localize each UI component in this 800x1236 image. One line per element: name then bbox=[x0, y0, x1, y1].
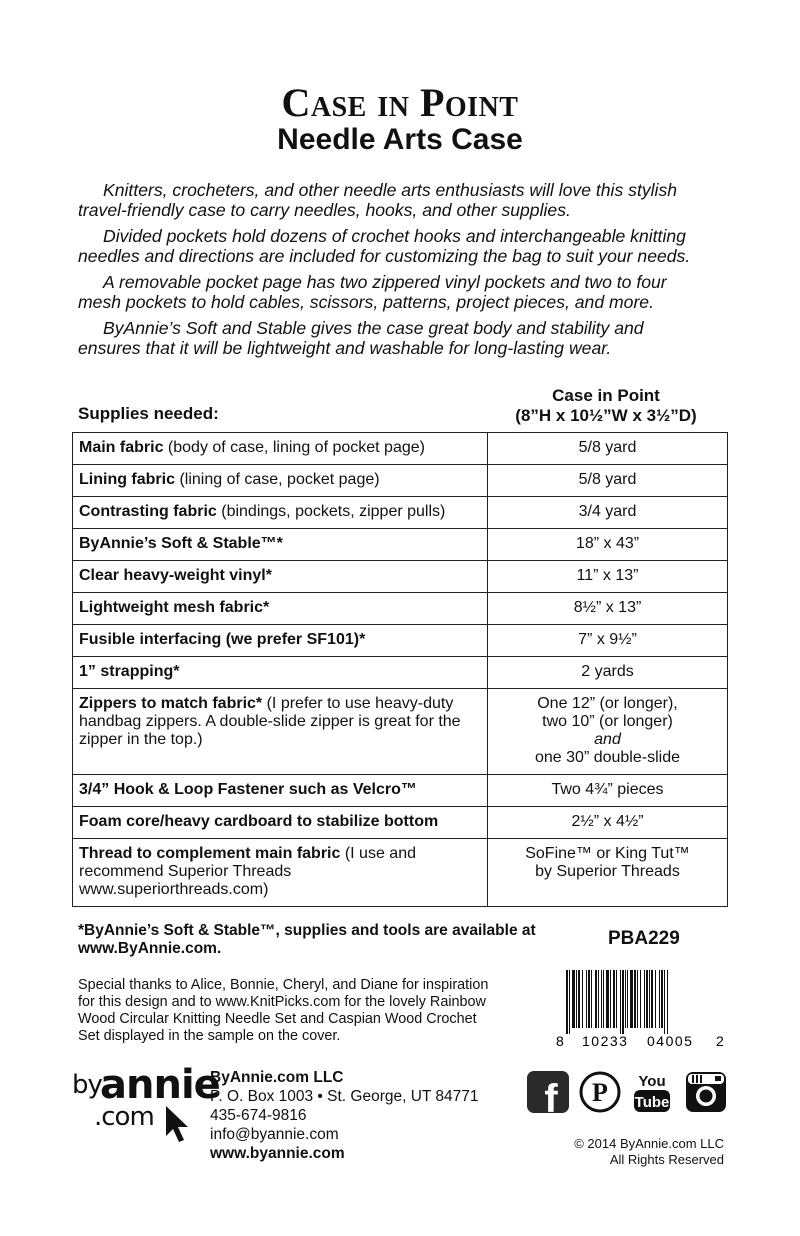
supply-item bbox=[73, 529, 488, 561]
supply-amount bbox=[488, 433, 728, 465]
barcode-bar bbox=[661, 970, 663, 1028]
supply-amount bbox=[488, 529, 728, 561]
supply-item bbox=[73, 625, 488, 657]
supply-amount-line: by Superior Threads bbox=[535, 863, 680, 880]
barcode-bar bbox=[586, 970, 587, 1028]
pattern-title: Case in Point bbox=[281, 80, 519, 125]
supply-row bbox=[73, 433, 728, 465]
supply-amount-line: 3/4 yard bbox=[578, 503, 637, 520]
byannie-logo[interactable] bbox=[72, 1062, 220, 1146]
barcode-bar bbox=[572, 970, 575, 1028]
barcode-bar bbox=[625, 970, 626, 1028]
size-column-title: Case in Point bbox=[552, 386, 660, 405]
barcode-bar bbox=[651, 970, 653, 1028]
supply-row bbox=[73, 529, 728, 561]
cursor-arrow-icon bbox=[164, 1104, 192, 1144]
copyright-line: All Rights Reserved bbox=[609, 1152, 724, 1167]
supply-row bbox=[73, 625, 728, 657]
supply-note: (lining of case, pocket page) bbox=[175, 471, 380, 488]
supply-note: (bindings, pockets, zipper pulls) bbox=[216, 503, 446, 520]
supply-amount bbox=[488, 839, 728, 907]
supply-name: Lightweight mesh fabric* bbox=[79, 599, 270, 616]
supply-amount-line: 5/8 yard bbox=[578, 471, 637, 488]
supply-amount-line: 8½” x 13” bbox=[573, 599, 642, 616]
supply-name: Main fabric bbox=[79, 439, 164, 456]
barcode-bars bbox=[566, 970, 668, 1034]
supply-name: Lining fabric bbox=[79, 471, 175, 488]
supply-amount bbox=[488, 465, 728, 497]
barcode-bar bbox=[637, 970, 638, 1028]
supply-amount-line: Two 4¾” pieces bbox=[551, 781, 664, 798]
barcode-bar bbox=[588, 970, 590, 1028]
supply-item bbox=[73, 497, 488, 529]
supply-item bbox=[73, 433, 488, 465]
supply-item bbox=[73, 807, 488, 839]
supply-name: Fusible interfacing (we prefer SF101)* bbox=[79, 631, 366, 648]
intro-paragraph: A removable pocket page has two zippered vinyl pockets and two to four mesh pockets to hold cables, scissors, patterns, project pieces, and more. bbox=[78, 272, 667, 312]
supply-item bbox=[73, 465, 488, 497]
supply-name: Foam core/heavy cardboard to stabilize bottom bbox=[79, 813, 439, 830]
youtube-icon[interactable] bbox=[630, 1070, 674, 1114]
supply-amount bbox=[488, 657, 728, 689]
supply-amount-line: 7” x 9½” bbox=[578, 631, 637, 648]
supply-amount bbox=[488, 593, 728, 625]
barcode-digit: 04005 bbox=[647, 1033, 694, 1049]
barcode-bar bbox=[667, 970, 668, 1034]
supply-row bbox=[73, 807, 728, 839]
supply-row bbox=[73, 465, 728, 497]
supply-amount-line: one 30” double-slide bbox=[535, 749, 680, 766]
supply-name: 3/4” Hook & Loop Fastener such as Velcro™ bbox=[79, 781, 417, 798]
barcode-bar bbox=[569, 970, 570, 1034]
barcode-digit: 8 bbox=[556, 1033, 564, 1049]
supplies-table bbox=[72, 432, 728, 907]
intro-paragraph: Divided pockets hold dozens of crochet hooks and interchangeable knitting needles and directions are included for customizing the bag to suit your needs. bbox=[78, 226, 691, 266]
website-link[interactable]: www.byannie.com bbox=[210, 1145, 345, 1162]
barcode-bar bbox=[622, 970, 624, 1034]
supply-amount bbox=[488, 625, 728, 657]
supply-amount bbox=[488, 497, 728, 529]
supply-note: (body of case, lining of pocket page) bbox=[163, 439, 425, 456]
barcode-bar bbox=[566, 970, 568, 1034]
pinterest-icon[interactable] bbox=[578, 1070, 622, 1114]
barcode-bar bbox=[616, 970, 617, 1028]
availability-note: *ByAnnie’s Soft & Stable™, supplies and tools are available at www.ByAnnie.com. bbox=[78, 922, 536, 957]
supply-amount-line: 2½” x 4½” bbox=[571, 813, 644, 830]
supply-amount-line: 2 yards bbox=[581, 663, 634, 680]
barcode-bar bbox=[640, 970, 641, 1028]
supply-amount bbox=[488, 775, 728, 807]
supply-name: Contrasting fabric bbox=[79, 503, 217, 520]
supply-note: (I prefer to use heavy-duty handbag zippers. A double-slide zipper is great for the zipper in the top.) bbox=[79, 695, 461, 748]
supply-amount-line: 11” x 13” bbox=[576, 567, 639, 584]
supply-amount bbox=[488, 561, 728, 593]
logo-annie: annie bbox=[100, 1062, 220, 1108]
supply-row bbox=[73, 657, 728, 689]
mailing-address: P. O. Box 1003 • St. George, UT 84771 bbox=[210, 1088, 479, 1105]
svg-text:You: You bbox=[638, 1073, 666, 1090]
barcode-bar bbox=[644, 970, 645, 1028]
intro-text bbox=[78, 180, 728, 364]
barcode bbox=[552, 968, 728, 1050]
copyright-notice bbox=[540, 1136, 724, 1168]
barcode-bar bbox=[649, 970, 650, 1028]
barcode-bar bbox=[627, 970, 628, 1028]
product-code: PBA229 bbox=[608, 928, 680, 949]
supply-row bbox=[73, 497, 728, 529]
size-column-dimensions: (8”H x 10½”W x 3½”D) bbox=[515, 406, 697, 425]
barcode-bar bbox=[591, 970, 592, 1028]
barcode-bar bbox=[610, 970, 611, 1028]
barcode-bar bbox=[664, 970, 665, 1034]
contact-block bbox=[210, 1068, 479, 1163]
supply-name: Clear heavy-weight vinyl* bbox=[79, 567, 272, 584]
supply-name: Thread to complement main fabric bbox=[79, 845, 341, 862]
size-column-heading bbox=[486, 386, 726, 426]
supply-name: ByAnnie’s Soft & Stable™* bbox=[79, 535, 283, 552]
company-name: ByAnnie.com LLC bbox=[210, 1069, 344, 1086]
email-address[interactable]: info@byannie.com bbox=[210, 1126, 339, 1143]
barcode-bar bbox=[595, 970, 597, 1028]
barcode-bar bbox=[646, 970, 648, 1028]
barcode-bar bbox=[578, 970, 580, 1028]
supplies-heading: Supplies needed: bbox=[78, 404, 219, 423]
svg-text:f: f bbox=[544, 1077, 558, 1114]
supply-item bbox=[73, 657, 488, 689]
svg-text:P: P bbox=[592, 1078, 608, 1107]
logo-by: by bbox=[72, 1070, 102, 1100]
pattern-subtitle: Needle Arts Case bbox=[277, 123, 523, 156]
supply-amount bbox=[488, 807, 728, 839]
supply-row bbox=[73, 839, 728, 907]
barcode-bar bbox=[630, 970, 633, 1028]
phone-number: 435-674-9816 bbox=[210, 1107, 307, 1124]
supply-amount-line: 5/8 yard bbox=[578, 439, 637, 456]
supply-row bbox=[73, 775, 728, 807]
barcode-bar bbox=[603, 970, 604, 1028]
barcode-bar bbox=[582, 970, 583, 1028]
supply-amount-line: SoFine™ or King Tut™ bbox=[525, 845, 690, 862]
instagram-icon[interactable] bbox=[684, 1070, 728, 1114]
supply-item bbox=[73, 775, 488, 807]
barcode-bar bbox=[634, 970, 636, 1028]
barcode-bar bbox=[601, 970, 602, 1028]
supply-amount-line: two 10” (or longer) bbox=[542, 713, 673, 730]
barcode-bar bbox=[620, 970, 621, 1034]
supply-name: Zippers to match fabric* bbox=[79, 695, 263, 712]
supply-note: (I use and recommend Superior Threads www.superiorthreads.com) bbox=[79, 845, 416, 898]
barcode-bar bbox=[659, 970, 660, 1028]
supply-row bbox=[73, 561, 728, 593]
barcode-digit: 10233 bbox=[582, 1033, 629, 1049]
barcode-bar bbox=[606, 970, 609, 1028]
supply-amount-line: and bbox=[594, 731, 621, 748]
barcode-bar bbox=[655, 970, 656, 1028]
supply-item bbox=[73, 689, 488, 775]
copyright-line: © 2014 ByAnnie.com LLC bbox=[574, 1136, 724, 1151]
barcode-bar bbox=[598, 970, 599, 1028]
supply-row bbox=[73, 689, 728, 775]
barcode-bar bbox=[576, 970, 577, 1028]
supply-item bbox=[73, 839, 488, 907]
supply-amount bbox=[488, 689, 728, 775]
svg-text:Tube: Tube bbox=[634, 1094, 670, 1111]
barcode-bar bbox=[613, 970, 615, 1028]
supply-item bbox=[73, 593, 488, 625]
supply-name: 1” strapping* bbox=[79, 663, 180, 680]
intro-paragraph: ByAnnie’s Soft and Stable gives the case great body and stability and ensures that it will be lightweight and washable for long-lasting wear. bbox=[78, 318, 644, 358]
facebook-icon[interactable] bbox=[526, 1070, 570, 1114]
social-icons bbox=[526, 1070, 728, 1116]
supply-row bbox=[73, 593, 728, 625]
intro-paragraph: Knitters, crocheters, and other needle arts enthusiasts will love this stylish travel-friendly case to carry needles, hooks, and other supplies. bbox=[78, 180, 678, 220]
supply-amount-line: 18” x 43” bbox=[575, 535, 640, 552]
supply-amount-line: One 12” (or longer), bbox=[537, 695, 678, 712]
logo-com: .com bbox=[94, 1102, 154, 1132]
barcode-digit: 2 bbox=[716, 1033, 724, 1049]
supply-item bbox=[73, 561, 488, 593]
acknowledgements: Special thanks to Alice, Bonnie, Cheryl, and Diane for inspiration for this design and to www.KnitPicks.com for the lovely Rainbow Wood Circular Knitting Needle Set and Caspian Wood Crochet Set displayed in the sample on the cover. bbox=[78, 977, 489, 1044]
